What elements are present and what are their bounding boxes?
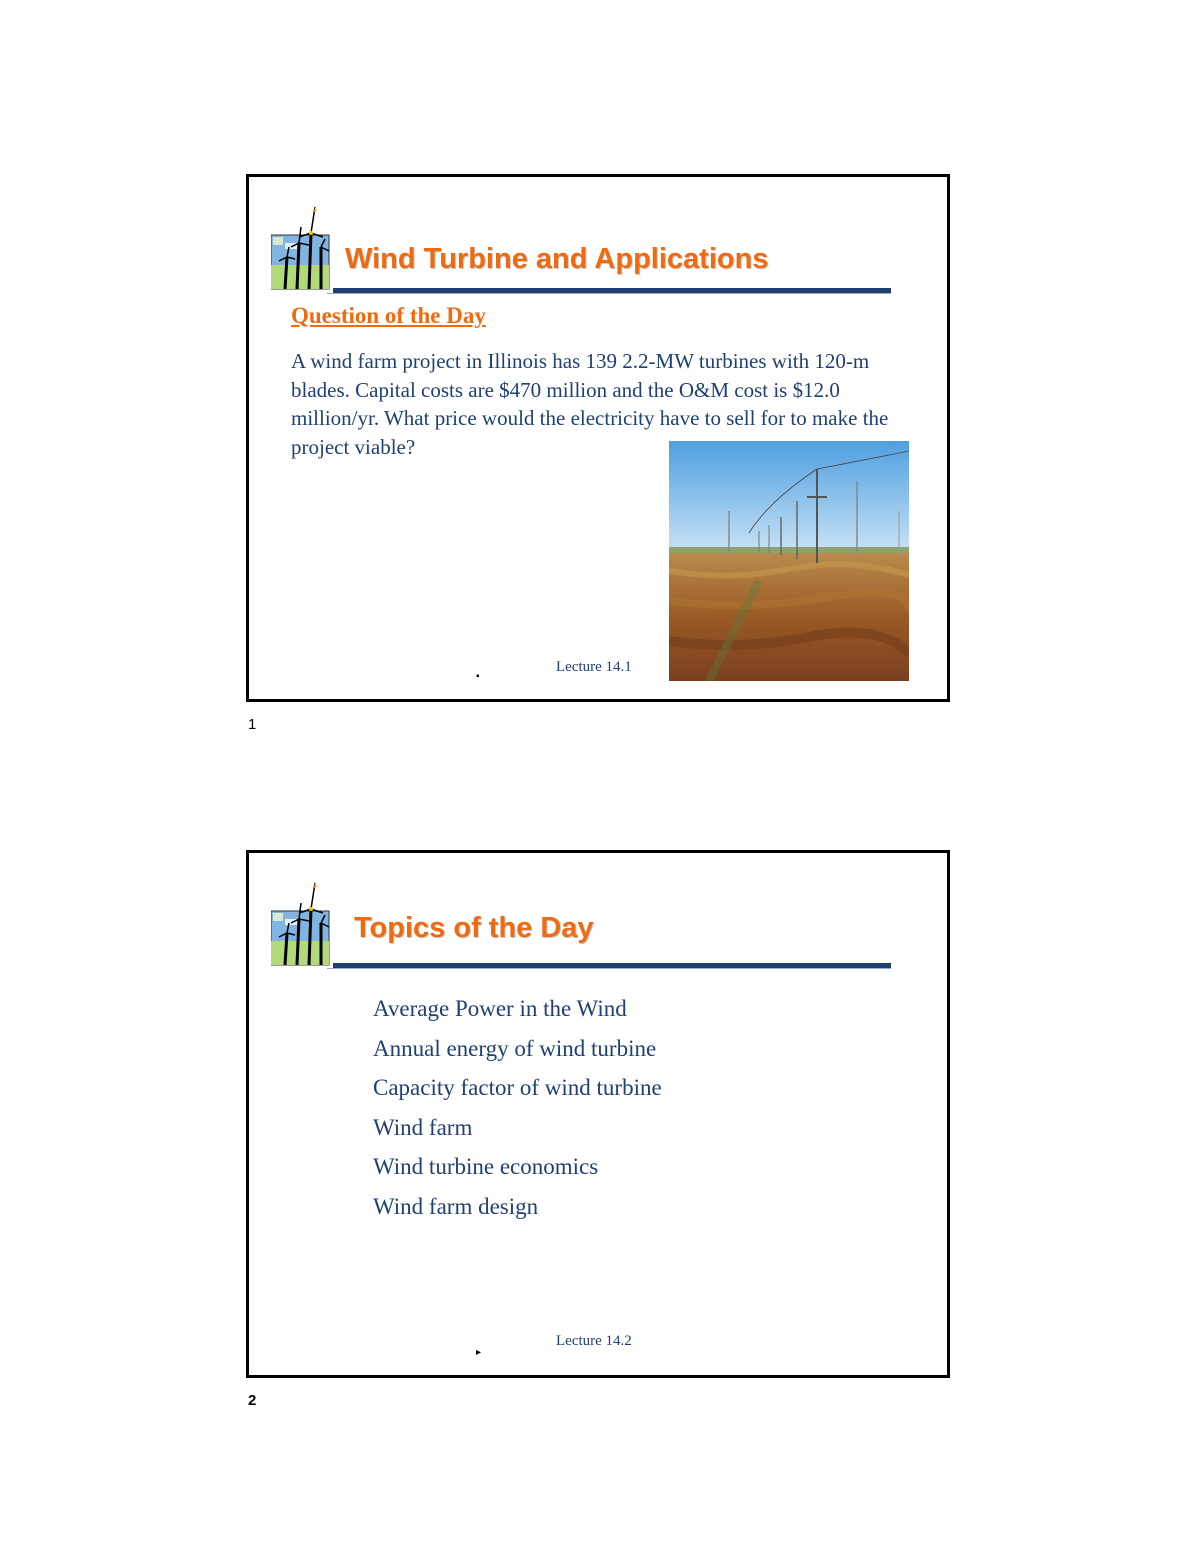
question-text: A wind farm project in Illinois has 139 2.2-MW turbines with 120-m blades. Capital costs are $470 million and the O&M cost is $12.0 million/yr. What price would the electricity have to sell for to make the project viable? [291, 349, 889, 459]
lecture-label: Lecture 14.2 [556, 1333, 632, 1349]
list-item: Wind turbine economics [373, 1154, 599, 1180]
slide-title: Wind Turbine and Applications [345, 243, 769, 275]
wind-farm-photo [669, 441, 909, 681]
footer-mark: ▸ [476, 1347, 482, 1358]
lecture-label: Lecture 14.1 [556, 659, 632, 675]
wind-turbine-logo-icon [271, 203, 333, 291]
list-item: Wind farm design [373, 1193, 539, 1219]
footer-mark: ▪ [476, 671, 480, 682]
title-divider [333, 288, 891, 293]
slide-number: 1 [248, 716, 257, 733]
slide-subtitle: Question of the Day [291, 303, 486, 328]
wind-turbine-logo-icon [271, 879, 333, 967]
slide-1 [246, 174, 950, 702]
slide-number: 2 [248, 1392, 257, 1409]
list-item: Wind farm [373, 1114, 473, 1140]
topics-list [373, 989, 662, 1227]
slide-title: Topics of the Day [354, 912, 594, 944]
slide-2 [246, 850, 950, 1378]
list-item: Annual energy of wind turbine [373, 1035, 657, 1061]
title-divider [333, 963, 891, 968]
list-item: Average Power in the Wind [373, 996, 627, 1021]
list-item: Capacity factor of wind turbine [373, 1075, 662, 1101]
